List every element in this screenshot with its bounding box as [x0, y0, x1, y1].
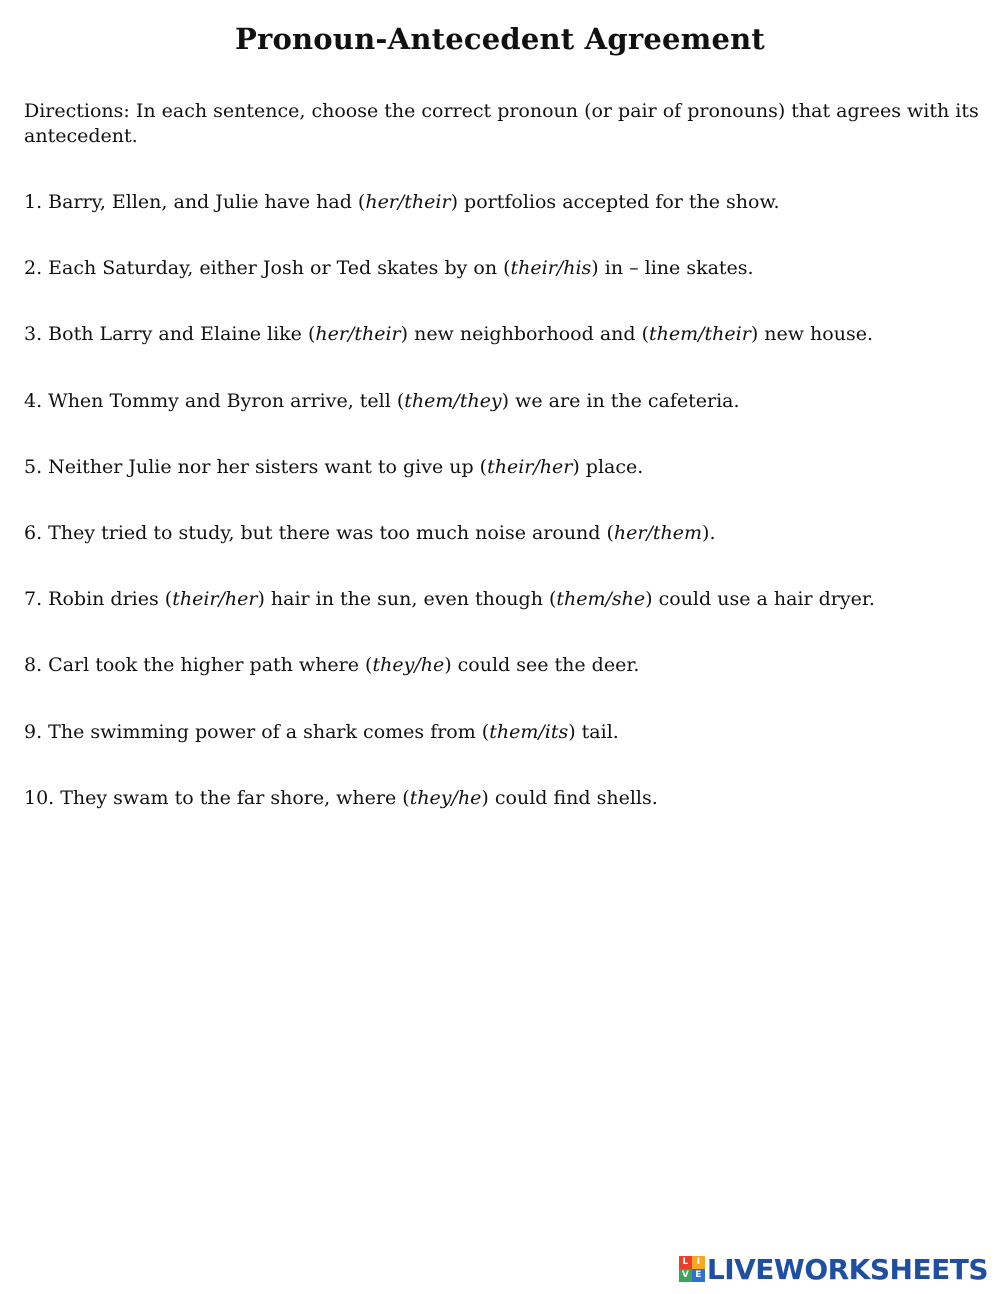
question-5: [24, 455, 984, 521]
pronoun-choice: them/its: [489, 720, 569, 743]
pronoun-choice: their/her: [487, 455, 573, 478]
liveworksheets-logo: [679, 1252, 988, 1286]
question-text: 8. Carl took the higher path where (: [24, 654, 373, 677]
question-text: 7. Robin dries (: [24, 588, 173, 611]
question-2: [24, 256, 984, 322]
question-text: 10. They swam to the far shore, where (: [24, 786, 410, 809]
pronoun-choice: they/he: [409, 786, 482, 809]
question-text: ) we are in the cafeteria.: [501, 389, 740, 412]
question-text: 9. The swimming power of a shark comes from (: [24, 720, 490, 743]
question-text: ) portfolios accepted for the show.: [450, 191, 780, 213]
question-text: 5. Neither Julie nor her sisters want to give up (: [24, 455, 488, 478]
pronoun-choice: her/their: [365, 191, 451, 213]
question-text: ) hair in the sun, even though (: [257, 588, 557, 611]
pronoun-choice: their/her: [172, 588, 258, 611]
pronoun-choice: they/he: [372, 654, 445, 677]
question-3: [24, 322, 984, 388]
pronoun-choice: them/they: [404, 389, 502, 412]
pronoun-choice: them/their: [649, 323, 751, 346]
question-1: [24, 190, 984, 256]
question-text: ) could see the deer.: [444, 654, 640, 677]
question-text: 3. Both Larry and Elaine like (: [24, 323, 316, 346]
question-text: 4. When Tommy and Byron arrive, tell (: [24, 389, 405, 412]
logo-mark-icon: [679, 1256, 705, 1282]
question-text: 1. Barry, Ellen, and Julie have had (: [24, 191, 366, 213]
question-text: ) could use a hair dryer.: [645, 588, 875, 611]
pronoun-choice: her/them: [613, 521, 703, 544]
worksheet-title: Pronoun-Antecedent Agreement: [234, 22, 766, 56]
logo-mark-letter: V: [679, 1269, 692, 1282]
question-text: ) new house.: [750, 323, 873, 346]
logo-mark-letter: E: [692, 1269, 705, 1282]
question-text: 2. Each Saturday, either Josh or Ted skates by on (: [24, 257, 511, 280]
question-9: [24, 720, 984, 786]
question-4: [24, 389, 984, 455]
question-7: [24, 587, 984, 653]
question-text: ) could find shells.: [481, 786, 658, 809]
logo-mark-letter: L: [679, 1256, 692, 1269]
question-text: ).: [702, 521, 716, 544]
question-text: ) tail.: [568, 720, 619, 743]
question-text: 6. They tried to study, but there was too much noise around (: [24, 521, 614, 544]
question-list: [24, 190, 984, 852]
logo-text: LIVEWORKSHEETS: [706, 1252, 988, 1286]
question-text: ) in – line skates.: [591, 257, 754, 280]
pronoun-choice: her/their: [315, 323, 401, 346]
directions-text: Directions: In each sentence, choose the correct pronoun (or pair of pronouns) that agrees with its antecedent.: [24, 100, 979, 147]
question-10: [24, 786, 984, 852]
question-text: ) place.: [572, 455, 644, 478]
question-8: [24, 653, 984, 719]
question-6: [24, 521, 984, 587]
question-text: ) new neighborhood and (: [400, 323, 649, 346]
logo-mark-letter: I: [692, 1256, 705, 1269]
pronoun-choice: them/she: [556, 588, 646, 611]
pronoun-choice: their/his: [510, 257, 592, 280]
